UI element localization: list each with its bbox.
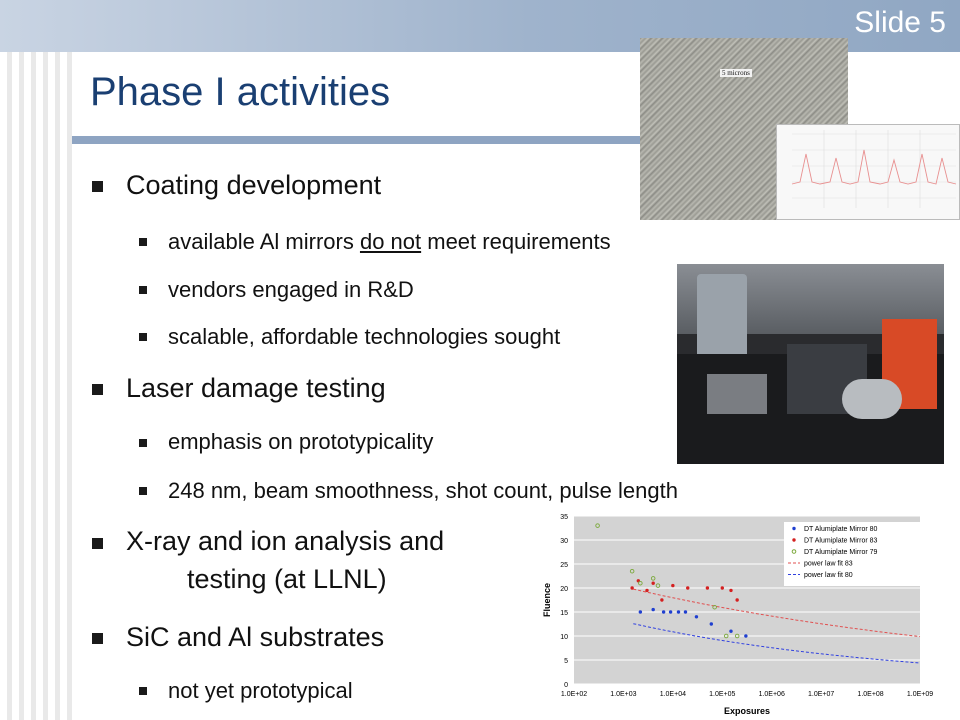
data-point bbox=[710, 622, 713, 625]
y-tick-label: 0 bbox=[564, 682, 568, 689]
bullet-marker bbox=[139, 333, 147, 341]
slide-title: Phase I activities bbox=[90, 70, 391, 114]
bullet-sic: SiC and Al substrates bbox=[126, 622, 385, 652]
y-tick-label: 5 bbox=[564, 658, 568, 665]
underlined-phrase: do not bbox=[359, 229, 422, 254]
data-point bbox=[677, 610, 680, 613]
data-point bbox=[671, 584, 674, 587]
data-point bbox=[706, 586, 709, 589]
bullet-marker bbox=[92, 384, 103, 395]
y-tick-label: 10 bbox=[560, 634, 568, 641]
bullet-emphasis: emphasis on prototypicality bbox=[168, 429, 434, 454]
legend-swatch bbox=[792, 538, 795, 541]
y-axis-label: Fluence bbox=[542, 582, 552, 618]
bullet-mirrors: available Al mirrors do not meet requirements bbox=[168, 229, 611, 254]
micrograph-scale-label: 5 microns bbox=[722, 69, 750, 77]
bullet-notyet: not yet prototypical bbox=[168, 678, 353, 703]
data-point bbox=[669, 610, 672, 613]
slide-number: Slide 5 bbox=[854, 6, 946, 39]
x-tick-label: 1.0E+04 bbox=[659, 691, 686, 698]
data-point bbox=[735, 598, 738, 601]
data-point bbox=[686, 586, 689, 589]
legend-swatch bbox=[792, 527, 795, 530]
data-point bbox=[630, 586, 633, 589]
data-point bbox=[660, 598, 663, 601]
bullet-marker bbox=[92, 538, 103, 549]
y-tick-label: 20 bbox=[560, 586, 568, 593]
y-tick-label: 30 bbox=[560, 538, 568, 545]
fluence-chart bbox=[536, 508, 944, 720]
bullet-laser: Laser damage testing bbox=[126, 373, 386, 403]
data-point bbox=[744, 634, 747, 637]
x-tick-label: 1.0E+08 bbox=[857, 691, 884, 698]
bullet-scalable: scalable, affordable technologies sought bbox=[168, 324, 561, 349]
data-point bbox=[695, 615, 698, 618]
x-tick-label: 1.0E+05 bbox=[709, 691, 736, 698]
bullet-xray-line1: X-ray and ion analysis and bbox=[126, 526, 445, 556]
bullet-xray-line2: testing (at LLNL) bbox=[187, 564, 387, 594]
data-point bbox=[645, 589, 648, 592]
x-tick-label: 1.0E+02 bbox=[560, 691, 588, 698]
data-point bbox=[684, 610, 687, 613]
bullet-248nm: 248 nm, beam smoothness, shot count, pulse length bbox=[168, 478, 678, 503]
legend-label: DT Alumiplate Mirror 79 bbox=[804, 549, 878, 556]
bullet-marker bbox=[92, 181, 103, 192]
bullet-marker bbox=[139, 487, 147, 495]
x-tick-label: 1.0E+03 bbox=[610, 691, 637, 698]
y-tick-label: 35 bbox=[560, 514, 568, 521]
data-point bbox=[651, 608, 654, 611]
data-point bbox=[729, 630, 732, 633]
bullet-marker bbox=[139, 238, 147, 246]
data-point bbox=[662, 610, 665, 613]
x-axis-label: Exposures bbox=[723, 706, 771, 716]
bullet-marker bbox=[92, 633, 103, 644]
x-tick-label: 1.0E+09 bbox=[906, 691, 934, 698]
data-point bbox=[651, 582, 654, 585]
data-point bbox=[721, 586, 724, 589]
data-point bbox=[729, 589, 732, 592]
laser-lab-photo bbox=[677, 264, 944, 464]
x-tick-label: 1.0E+06 bbox=[758, 691, 785, 698]
bullet-marker bbox=[139, 286, 147, 294]
legend-label: DT Alumiplate Mirror 80 bbox=[804, 526, 878, 533]
y-tick-label: 15 bbox=[560, 610, 568, 617]
profile-plot-image bbox=[776, 124, 960, 220]
bullet-marker bbox=[139, 687, 147, 695]
legend-label: power law fit 83 bbox=[804, 560, 853, 568]
y-tick-label: 25 bbox=[560, 562, 568, 569]
bullet-marker bbox=[139, 439, 147, 447]
bullet-coating: Coating development bbox=[126, 170, 382, 200]
legend-label: DT Alumiplate Mirror 83 bbox=[804, 537, 878, 545]
legend-label: power law fit 80 bbox=[804, 572, 853, 579]
x-tick-label: 1.0E+07 bbox=[808, 691, 835, 698]
bullet-vendors: vendors engaged in R&D bbox=[168, 277, 414, 302]
data-point bbox=[639, 610, 642, 613]
